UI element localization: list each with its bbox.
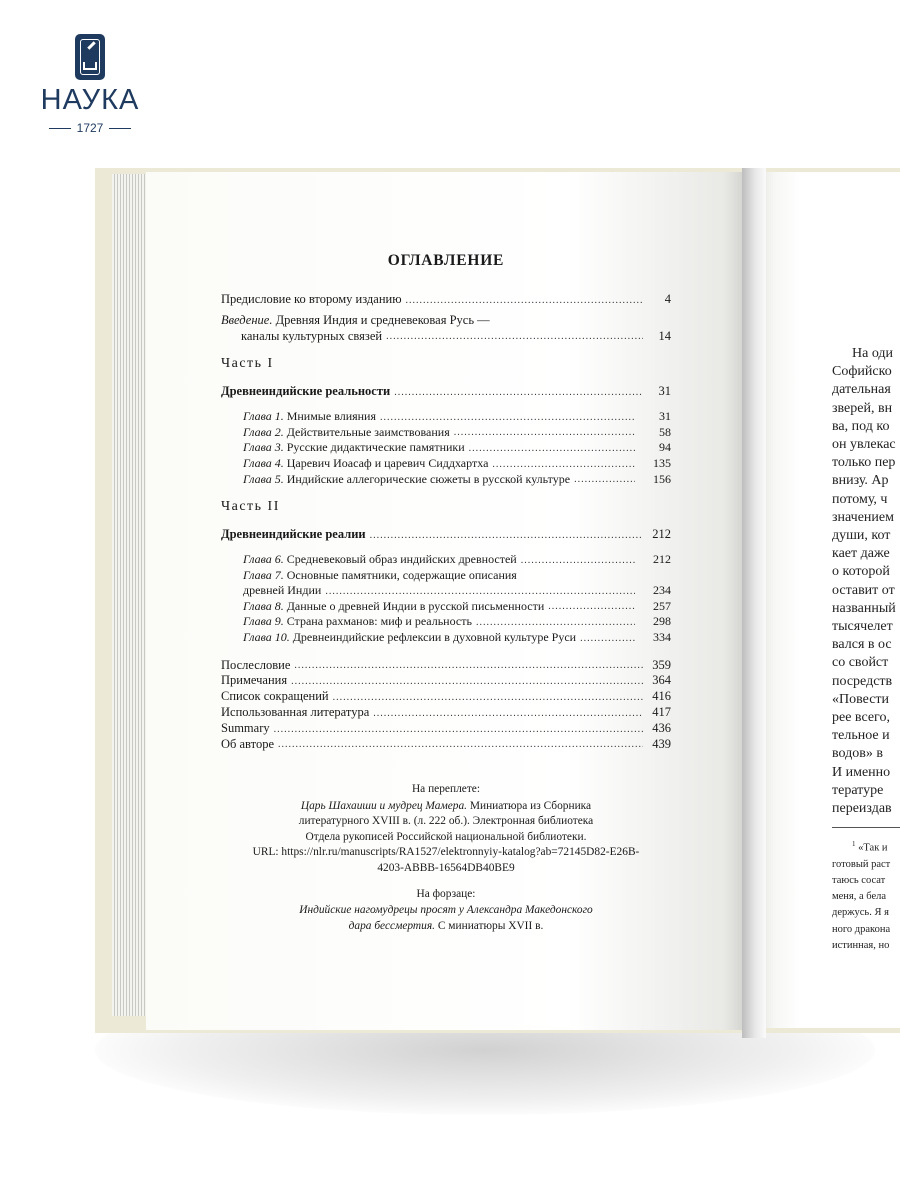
- cover-url: URL: https://nlr.ru/manuscripts/RA1527/elektronnyiy-katalog?ab=72145D82-E26B-: [252, 846, 640, 859]
- logo-year-row: [40, 121, 140, 135]
- text-line: ва, под ко: [832, 418, 890, 434]
- publisher-logo: [40, 34, 140, 135]
- text-line: оставит от: [832, 582, 895, 598]
- toc-label: Об авторе: [221, 736, 274, 751]
- chapter-title: Основные памятники, содержащие описания: [283, 567, 517, 582]
- toc-page: 58: [659, 424, 671, 439]
- toc-row: [221, 527, 671, 543]
- text-line: названный: [832, 600, 896, 616]
- toc-page: 156: [653, 471, 671, 486]
- toc-page: 436: [652, 720, 671, 735]
- toc-row: [221, 705, 671, 721]
- illustration-credits: [221, 782, 671, 934]
- toc-row: [221, 689, 671, 705]
- toc-intro-line1: [221, 313, 671, 329]
- endpaper-heading: На форзаце:: [416, 887, 476, 900]
- footnote-line: $^1$ «Так и: [852, 840, 888, 854]
- toc-page: 31: [659, 409, 671, 424]
- text-line: посредств: [832, 673, 893, 689]
- toc-chapter7-line1: [221, 568, 671, 584]
- cover-line: литературного XVIII в. (л. 222 об.). Электронная библиотека: [298, 815, 594, 828]
- toc-label: Использованная литература: [221, 704, 370, 719]
- toc-label: каналы культурных связей: [241, 328, 383, 343]
- text-line: зверей, вн: [832, 400, 893, 416]
- toc-page: 31: [658, 384, 671, 399]
- chapter-num: Глава 1.: [243, 409, 284, 424]
- right-page-text: [832, 345, 896, 818]
- toc-row: [221, 658, 671, 674]
- text-line: водов» в: [832, 746, 883, 762]
- toc-page: 298: [653, 614, 671, 629]
- chapter-title: древней Индии: [243, 583, 322, 598]
- text-line: кает даже: [832, 546, 890, 562]
- toc-row: [221, 630, 671, 646]
- chapter-num: Глава 9.: [243, 614, 284, 629]
- chapter-num: Глава 4.: [243, 455, 284, 470]
- text-line: вался в ос: [832, 637, 892, 653]
- text-line: внизу. Ар: [832, 473, 889, 489]
- toc-row: [221, 599, 671, 615]
- text-line: души, кот: [832, 528, 891, 544]
- text-line: На оди: [852, 346, 894, 361]
- chapter-num: Глава 7.: [243, 567, 284, 582]
- footnote-line: истинная, но: [832, 939, 890, 951]
- toc-page: 359: [652, 657, 671, 672]
- toc-row: [221, 384, 671, 400]
- cover-line: Отдела рукописей Российской национальной библиотеки.: [305, 830, 587, 843]
- toc-page: 234: [653, 583, 671, 598]
- text-line: переиздав: [832, 801, 892, 817]
- toc-page: 439: [652, 736, 671, 751]
- footnote-line: таюсь сосат: [832, 874, 886, 886]
- endpaper-line: [221, 919, 671, 935]
- text-line: «Повести: [832, 691, 890, 707]
- toc-label: Summary: [221, 720, 270, 735]
- toc-label: Предисловие ко второму изданию: [221, 292, 402, 306]
- footnote-line: ного дракона: [832, 923, 891, 935]
- toc-row: [221, 552, 671, 568]
- footnote-line: меня, а бела: [832, 891, 887, 903]
- book-gutter: [742, 168, 766, 1038]
- logo-year: 1727: [76, 121, 104, 135]
- toc-row: [221, 472, 671, 488]
- chapter-num: Глава 5.: [243, 471, 284, 486]
- toc-row: [221, 409, 671, 425]
- toc-row: [221, 737, 671, 753]
- cover-text: Миниатюра из Сборника: [467, 799, 592, 812]
- toc-row: [221, 456, 671, 472]
- text-line: со свойст: [832, 655, 889, 671]
- cover-italic: Царь Шахаиши и мудрец Мамера.: [300, 799, 468, 812]
- toc-page: 257: [653, 598, 671, 613]
- table-of-contents: [221, 252, 671, 752]
- toc-row: [221, 440, 671, 456]
- logo-emblem-icon: [75, 34, 105, 80]
- text-line: тысячелет: [832, 619, 893, 635]
- chapter-num: Глава 3.: [243, 440, 284, 455]
- text-line: только пер: [832, 455, 896, 471]
- chapter-title: Страна рахманов: миф и реальность: [283, 614, 472, 629]
- text-line: он увлекас: [832, 437, 896, 453]
- text-line: значением: [832, 509, 894, 525]
- toc-page: 416: [652, 689, 671, 704]
- endpaper-italic: Индийские нагомудрецы просят у Александра Македонского: [299, 904, 593, 917]
- chapter-title: Индийские аллегорические сюжеты в русской культуре: [283, 471, 571, 486]
- text-line: рее всего,: [832, 710, 890, 726]
- toc-intro-italic: Введение.: [221, 312, 273, 327]
- endpaper-italic: дара бессмертия.: [348, 919, 435, 932]
- toc-page: 4: [664, 292, 671, 306]
- text-line: потому, ч: [832, 491, 888, 507]
- toc-row: [221, 329, 671, 345]
- cover-line: [221, 799, 671, 815]
- toc-page: 212: [653, 551, 671, 566]
- toc-page: 14: [658, 328, 671, 343]
- page-edges: [112, 174, 148, 1016]
- toc-row: [221, 614, 671, 630]
- toc-label: Примечания: [221, 673, 288, 688]
- toc-label: Древнеиндийские реалии: [221, 527, 366, 542]
- toc-row: [221, 292, 671, 308]
- text-line: тельное и: [832, 728, 890, 744]
- logo-name: НАУКА: [40, 84, 140, 116]
- cover-url-cont: 4203-ABBB-16564DB40BE9: [377, 861, 515, 874]
- text-line: тературе: [832, 782, 884, 798]
- text-line: И именно: [832, 764, 891, 780]
- chapter-title: Русские дидактические памятники: [283, 440, 465, 455]
- footnote-line: готовый раст: [832, 858, 891, 870]
- toc-label: Список сокращений: [221, 689, 329, 704]
- text-line: Софийско: [832, 364, 892, 380]
- chapter-title: Мнимые влияния: [283, 409, 376, 424]
- chapter-title: Действительные заимствования: [283, 424, 450, 439]
- part-label: Часть I: [221, 356, 274, 372]
- toc-intro-text: Древняя Индия и средневековая Русь —: [272, 312, 490, 327]
- endpaper-text: С миниатюры XVII в.: [435, 919, 544, 932]
- toc-page: 334: [653, 629, 671, 644]
- chapter-num: Глава 6.: [243, 551, 284, 566]
- toc-page: 417: [652, 704, 671, 719]
- footnote-line: держусь. Я я: [832, 907, 889, 919]
- chapter-title: Данные о древней Индии в русской письменности: [283, 598, 545, 613]
- chapter-title: Царевич Иоасаф и царевич Сиддхартха: [283, 455, 489, 470]
- toc-page: 212: [652, 527, 671, 542]
- toc-page: 135: [653, 455, 671, 470]
- right-page-footnotes: [832, 836, 890, 954]
- footnote-rule: [832, 827, 900, 828]
- toc-row: [221, 721, 671, 737]
- chapter-title: Древнеиндийские рефлексии в духовной культуре Руси: [289, 629, 577, 644]
- footnote-mark: 1: [852, 840, 856, 848]
- cover-heading: На переплете:: [411, 783, 481, 795]
- chapter-num: Глава 2.: [243, 424, 284, 439]
- text-line: дательная: [832, 382, 891, 398]
- part-label: Часть II: [221, 499, 280, 515]
- toc-label: Послесловие: [221, 657, 291, 672]
- toc-row: [221, 583, 671, 599]
- toc-row: [221, 425, 671, 441]
- chapter-num: Глава 10.: [243, 629, 290, 644]
- endpaper-line: [221, 903, 671, 919]
- chapter-num: Глава 8.: [243, 598, 284, 613]
- toc-row: [221, 673, 671, 689]
- chapter-title: Средневековый образ индийских древностей: [283, 551, 517, 566]
- text-line: о которой: [832, 564, 890, 580]
- toc-page: 364: [652, 673, 671, 688]
- toc-label: Древнеиндийские реальности: [221, 384, 391, 399]
- toc-title: ОГЛАВЛЕНИЕ: [387, 252, 505, 269]
- toc-page: 94: [659, 440, 671, 455]
